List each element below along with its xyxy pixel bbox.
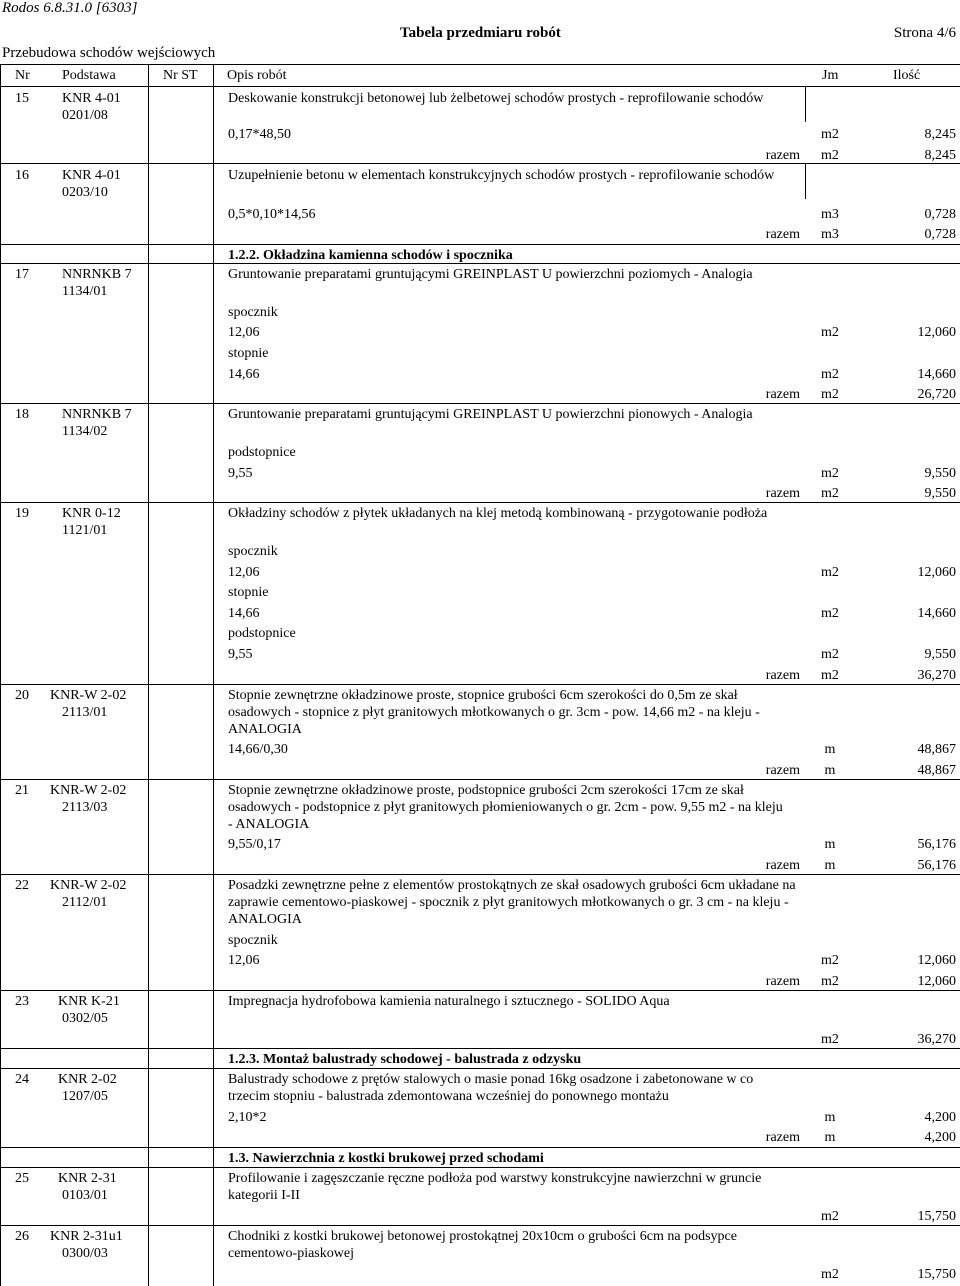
item-description: Posadzki zewnętrzne pełne z elementów prostokątnych ze skał osadowych grubości 6cm układane na zaprawie cementowo-piaskowej - spocznik z płyt granitowych młotkowanych o gr. 3 cm - na kleju - ANALOGIA (228, 878, 796, 927)
calc-formula: 9,55 (228, 466, 253, 481)
item-description: Balustrady schodowe z prętów stalowych o masie ponad 16kg osadzone i zabetonowane w co trzecim stopniu - balustrada zdemontowana wcześniej do ponownego montażu (228, 1072, 754, 1104)
calc-unit: m2 (821, 647, 839, 662)
sum-unit: m2 (821, 668, 839, 683)
calc-unit: m2 (821, 367, 839, 382)
sub-label: podstopnice (228, 626, 296, 641)
sum-unit: m2 (821, 1032, 839, 1047)
item-code: KNR K-21 (58, 994, 120, 1009)
calc-value: 0,728 (924, 207, 956, 222)
item-nr: 24 (15, 1072, 29, 1087)
calc-value: 9,550 (924, 647, 956, 662)
sum-value: 12,060 (917, 974, 956, 989)
project-name: Przebudowa schodów wejściowych (2, 45, 216, 61)
item-description: Okładziny schodów z płytek układanych na klej metodą kombinowaną - przygotowanie podłoża (228, 506, 768, 521)
item-description: Gruntowanie preparatami gruntującymi GREINPLAST U powierzchni poziomych - Analogia (228, 267, 753, 282)
sum-unit: m3 (821, 227, 839, 242)
item-code: NNRNKB 7 (62, 267, 132, 282)
calc-formula: 12,06 (228, 953, 260, 968)
col-header-podstawa: Podstawa (62, 68, 116, 83)
item-description: Profilowanie i zagęszczanie ręczne podłoża pod warstwy konstrukcyjne nawierzchni w gruncie kategorii I-II (228, 1171, 762, 1203)
sub-label: spocznik (228, 544, 278, 559)
item-code: NNRNKB 7 (62, 407, 132, 422)
sum-label: razem (765, 1130, 800, 1145)
item-description: Impregnacja hydrofobowa kamienia naturalnego i sztucznego - SOLIDO Aqua (228, 994, 670, 1009)
item-code-sub: 2113/03 (62, 800, 108, 815)
calc-unit: m (824, 742, 836, 757)
sum-value: 4,200 (924, 1130, 956, 1145)
item-code-sub: 1134/01 (62, 284, 108, 299)
sum-value: 48,867 (917, 763, 956, 778)
calc-formula: 2,10*2 (228, 1110, 267, 1125)
sum-label: razem (765, 974, 800, 989)
calc-formula: 0,5*0,10*14,56 (228, 207, 316, 222)
item-code: KNR-W 2-02 (50, 878, 127, 893)
item-code: KNR 2-31 (58, 1171, 117, 1186)
col-header-nrst: Nr ST (163, 68, 198, 83)
item-description: Stopnie zewnętrzne okładzinowe proste, stopnice grubości 6cm szerokości do 0,5m ze skał osadowych - stopnice z płyt granitowych młotkowanych o gr. 3cm - pow. 14,66 m2 - na kleju - ANALOGIA (228, 688, 760, 737)
sum-unit: m (824, 1130, 836, 1145)
sum-label: razem (765, 486, 800, 501)
calc-unit: m (824, 837, 836, 852)
calc-value: 12,060 (917, 565, 956, 580)
calc-unit: m (824, 1110, 836, 1125)
section-heading: 1.2.2. Okładzina kamienna schodów i spocznika (228, 248, 513, 263)
sub-label: podstopnice (228, 445, 296, 460)
item-code: KNR 2-31u1 (50, 1229, 123, 1244)
calc-unit: m2 (821, 127, 839, 142)
page-number: Strona 4/6 (893, 25, 956, 41)
item-description: Stopnie zewnętrzne okładzinowe proste, podstopnice grubości 2cm szerokości 17cm ze skał osadowych - podstopnice z płyt granitowych płomieniowanych o gr. 2cm - pow. 9,55 m2 - na kleju - ANALOGIA (228, 783, 783, 832)
sum-unit: m2 (821, 486, 839, 501)
item-nr: 16 (15, 168, 29, 183)
sum-label: razem (765, 858, 800, 873)
calc-formula: 12,06 (228, 565, 260, 580)
software-version: Rodos 6.8.31.0 [6303] (2, 0, 138, 16)
sum-value: 8,245 (924, 148, 956, 163)
section-heading: 1.2.3. Montaż balustrady schodowej - balustrada z odzysku (228, 1052, 582, 1067)
sum-unit: m2 (821, 974, 839, 989)
sum-value: 9,550 (924, 486, 956, 501)
calc-unit: m2 (821, 606, 839, 621)
sum-value: 36,270 (917, 668, 956, 683)
sum-label: razem (765, 668, 800, 683)
calc-formula: 14,66/0,30 (228, 742, 288, 757)
item-code-sub: 0300/03 (62, 1246, 108, 1261)
item-code-sub: 1207/05 (62, 1089, 108, 1104)
sum-label: razem (765, 387, 800, 402)
sum-unit: m (824, 858, 836, 873)
sum-unit: m2 (821, 148, 839, 163)
item-nr: 15 (15, 91, 29, 106)
calc-formula: 9,55/0,17 (228, 837, 281, 852)
item-description: Chodniki z kostki brukowej betonowej prostokątnej 20x10cm o grubości 6cm na podsypce cementowo-piaskowej (228, 1229, 737, 1261)
sum-label: razem (765, 763, 800, 778)
col-header-nr: Nr (15, 68, 30, 83)
item-nr: 26 (15, 1229, 29, 1244)
calc-value: 14,660 (917, 606, 956, 621)
sub-label: stopnie (228, 585, 269, 600)
item-code-sub: 0201/08 (62, 108, 108, 123)
item-code-sub: 0302/05 (62, 1011, 108, 1026)
sum-value: 26,720 (917, 387, 956, 402)
sum-label: razem (765, 227, 800, 242)
item-description: Gruntowanie preparatami gruntującymi GREINPLAST U powierzchni pionowych - Analogia (228, 407, 753, 422)
item-code-sub: 2113/01 (62, 705, 108, 720)
calc-unit: m2 (821, 953, 839, 968)
item-nr: 20 (15, 688, 29, 703)
calc-formula: 14,66 (228, 606, 260, 621)
sum-value: 15,750 (917, 1267, 956, 1282)
item-code: KNR 0-12 (62, 506, 121, 521)
sub-label: stopnie (228, 346, 269, 361)
sub-label: spocznik (228, 305, 278, 320)
sum-unit: m2 (821, 1209, 839, 1224)
section-heading: 1.3. Nawierzchnia z kostki brukowej przed schodami (228, 1151, 544, 1166)
sum-value: 15,750 (917, 1209, 956, 1224)
item-code: KNR-W 2-02 (50, 783, 127, 798)
calc-value: 12,060 (917, 325, 956, 340)
calc-unit: m2 (821, 466, 839, 481)
sum-value: 0,728 (924, 227, 956, 242)
col-header-jm: Jm (822, 68, 839, 83)
item-nr: 25 (15, 1171, 29, 1186)
calc-formula: 14,66 (228, 367, 260, 382)
sum-unit: m (824, 763, 836, 778)
document-title: Tabela przedmiaru robót (400, 25, 561, 41)
sum-unit: m2 (821, 387, 839, 402)
item-code-sub: 1134/02 (62, 424, 108, 439)
calc-value: 12,060 (917, 953, 956, 968)
item-description: Deskowanie konstrukcji betonowej lub żelbetowej schodów prostych - reprofilowanie schodów (228, 91, 764, 106)
calc-value: 14,660 (917, 367, 956, 382)
calc-formula: 12,06 (228, 325, 260, 340)
item-code: KNR 4-01 (62, 168, 121, 183)
item-code: KNR-W 2-02 (50, 688, 127, 703)
item-code: KNR 4-01 (62, 91, 121, 106)
sub-label: spocznik (228, 933, 278, 948)
col-header-ilosc: Ilość (893, 68, 921, 83)
calc-value: 9,550 (924, 466, 956, 481)
item-nr: 19 (15, 506, 29, 521)
calc-value: 4,200 (924, 1110, 956, 1125)
calc-unit: m3 (821, 207, 839, 222)
item-code-sub: 0203/10 (62, 185, 108, 200)
sum-label: razem (765, 148, 800, 163)
item-nr: 23 (15, 994, 29, 1009)
calc-formula: 0,17*48,50 (228, 127, 291, 142)
item-code: KNR 2-02 (58, 1072, 117, 1087)
calc-unit: m2 (821, 325, 839, 340)
item-description: Uzupełnienie betonu w elementach konstrukcyjnych schodów prostych - reprofilowanie schodów (228, 168, 775, 183)
calc-value: 8,245 (924, 127, 956, 142)
item-nr: 17 (15, 267, 29, 282)
sum-value: 36,270 (917, 1032, 956, 1047)
item-code-sub: 0103/01 (62, 1188, 108, 1203)
item-code-sub: 1121/01 (62, 523, 108, 538)
calc-formula: 9,55 (228, 647, 253, 662)
item-code-sub: 2112/01 (62, 895, 108, 910)
calc-value: 48,867 (917, 742, 956, 757)
calc-unit: m2 (821, 565, 839, 580)
item-nr: 21 (15, 783, 29, 798)
sum-unit: m2 (821, 1267, 839, 1282)
item-nr: 22 (15, 878, 29, 893)
item-nr: 18 (15, 407, 29, 422)
sum-value: 56,176 (917, 858, 956, 873)
calc-value: 56,176 (917, 837, 956, 852)
col-header-opis: Opis robót (227, 68, 287, 83)
